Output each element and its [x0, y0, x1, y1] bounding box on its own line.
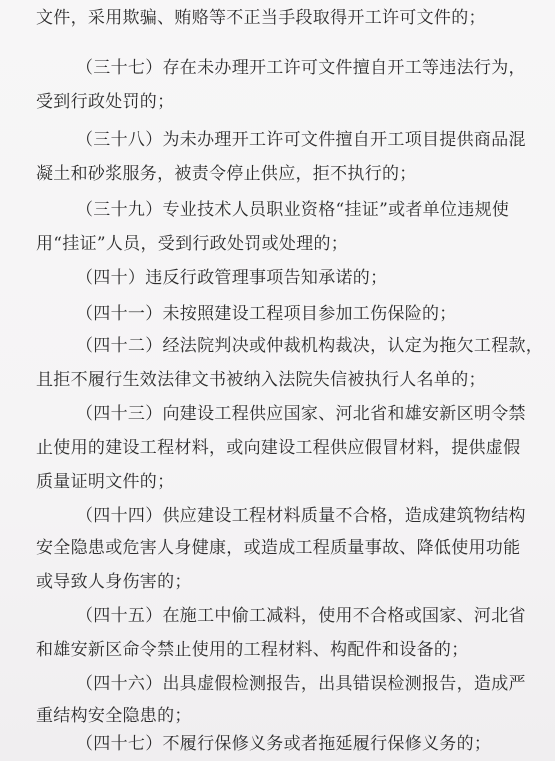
text-line: （四十一）未按照建设工程项目参加工伤保险的； — [76, 304, 457, 324]
text-line: 质量证明文件的； — [36, 472, 175, 492]
text-line: （四十三）向建设工程供应国家、河北省和雄安新区明令禁 — [76, 404, 526, 424]
text-line: （三十八）为未办理开工许可文件擅自开工项目提供商品混 — [76, 130, 526, 150]
text-line: 止使用的建设工程材料，或向建设工程供应假冒材料，提供虚假 — [36, 438, 521, 458]
text-line: 文件，采用欺骗、贿赂等不正当手段取得开工许可文件的； — [36, 8, 486, 28]
text-line: （四十二）经法院判决或仲裁机构裁决，认定为拖欠工程款， — [76, 336, 544, 356]
text-line: （三十九）专业技术人员职业资格“挂证”或者单位违规使 — [76, 200, 510, 220]
text-line: 安全隐患或危害人身健康，或造成工程质量事故、降低使用功能 — [36, 538, 521, 558]
text-line: 且拒不履行生效法律文书被纳入法院失信被执行人名单的； — [36, 370, 486, 390]
text-line: 凝土和砂浆服务，被责令停止供应，拒不执行的； — [36, 164, 417, 184]
text-line: （四十七）不履行保修义务或者拖延履行保修义务的； — [76, 734, 492, 754]
text-line: （四十六）出具虚假检测报告，出具错误检测报告，造成严 — [76, 674, 526, 694]
text-line: （四十四）供应建设工程材料质量不合格，造成建筑物结构 — [76, 506, 526, 526]
text-line: （四十五）在施工中偷工减料，使用不合格或国家、河北省 — [76, 606, 526, 626]
text-line: 用“挂证”人员，受到行政处罚或处理的； — [36, 234, 349, 254]
text-line: 受到行政处罚的； — [36, 92, 175, 112]
text-line: 或导致人身伤害的； — [36, 572, 192, 592]
text-line: 和雄安新区命令禁止使用的工程材料、构配件和设备的； — [36, 640, 469, 660]
text-line: （三十七）存在未办理开工许可文件擅自开工等违法行为， — [76, 58, 526, 78]
text-line: 重结构安全隐患的； — [36, 706, 192, 726]
text-line: （四十）违反行政管理事项告知承诺的； — [76, 268, 388, 288]
